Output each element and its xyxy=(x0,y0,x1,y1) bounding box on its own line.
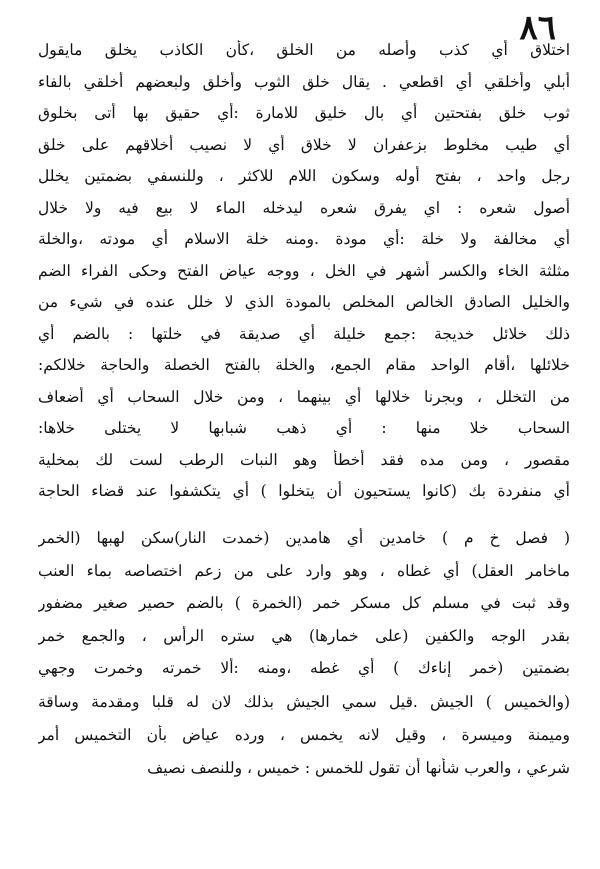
text-line: بضمتين (خمر إناءك ) أي غطه ،ومنه :ألا خمرته وخمرت وجهي xyxy=(38,659,570,677)
text-line: (والخميس ) الجيش .قيل سمي الجيش بذلك لان له قلبا ومقدمة وساقة xyxy=(38,693,570,711)
text-line: أي مخالفة ولا خلة :أي مودة .ومنه خلة الاسلام أي مودته ،والخلة xyxy=(38,230,570,248)
text-line: ثوب خلق بفتحتين أي بال خليق للامارة :أي حقيق بها أتى بخلوق xyxy=(38,104,570,122)
text-line: من التخلل ، وبجرنا خلالها أي بينهما ، ومن خلال السحاب أي أضعاف xyxy=(38,388,570,406)
text-line: أصول شعره : اي يفرق شعره ليدخله الماء لا بيع فيه ولا خلال xyxy=(38,199,570,217)
text-line: أبلي وأخلقي أي اقطعي . يقال خلق الثوب وأخلق ولبعضهم أخلقي بالفاء xyxy=(38,73,570,91)
text-line: مقصور ، ومن مده فقد أخطأ وهو النبات الرطب لست لك بمخلية xyxy=(38,451,570,469)
page-number: ٨٦ xyxy=(519,8,556,48)
text-line: السحاب خلا منها : أي ذهب شبابها لا يختلى خلاها: xyxy=(38,419,570,437)
text-line: اختلاق أي كذب وأصله من الخلق ،كأن الكاذب يخلق مايقول xyxy=(38,41,570,59)
text-line: شرعي ، والعرب شأنها أن تقول للخمس : خميس ، وللنصف نصيف xyxy=(147,759,570,777)
text-line: وقد ثبت في مسلم كل مسكر خمر (الخمرة ) بالضم حصير صغير مضفور xyxy=(38,594,570,612)
text-line: أي طيب مخلوط بزعفران لا خلاق أي لا نصيب أخلاقهم على خلق xyxy=(38,136,570,154)
text-line: ذلك خلائل خديجة :جمع خليلة أي صديقة في خلتها : بالضم أي xyxy=(38,325,570,343)
text-line: بقدر الوجه والكفين (على خمارها) هي ستره الرأس ، والجمع خمر xyxy=(38,627,570,645)
text-line: ( فصل خ م ) خامدين أي هامدين (خمدت النار)سكن لهبها (الخمر xyxy=(38,529,570,547)
text-line: مثلثة الخاء والكسر أشهر في الخل ، ووجه عياض الفتح وحكى الفراء الضم xyxy=(38,262,570,280)
text-line: خلائلها ،أقام الواحد مقام الجمع، والخلة بالفتح الخصلة والحاجة خلالكم: xyxy=(38,356,570,374)
text-line: أي منفردة بك (كانوا يستحيون أن يتخلوا ) أي يتكشفوا عند قضاء الحاجة xyxy=(38,482,570,500)
text-line: ماخامر العقل) أي غطاه ، وهو وارد على من زعم اختصاصه بماء العنب xyxy=(38,562,570,580)
text-line: وميمنة وميسرة ، وقيل لانه يخمس ، ورده عياض بأن التخميس أمر xyxy=(38,726,570,744)
text-line: رجل واحد ، بفتح أوله وسكون اللام للاكثر ، وللنسفي بضمتين يخلل xyxy=(38,167,570,185)
text-line: والخليل الصادق الخالص المخلص بالمودة الذي لا خلل عنده في شيء من xyxy=(38,293,570,311)
